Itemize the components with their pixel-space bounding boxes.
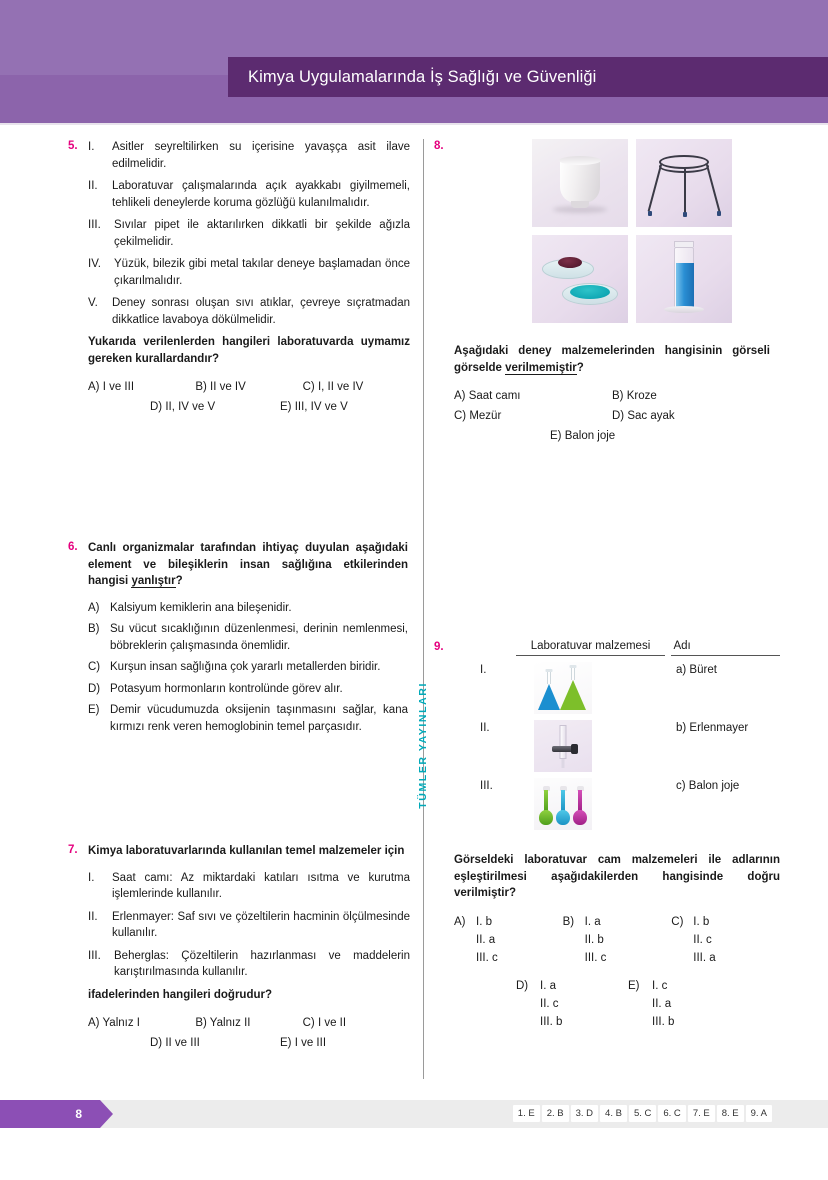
option-line-3: III. c [584, 951, 607, 964]
question-7-items [88, 870, 410, 981]
option-text: Kurşun insan sağlığına çok yararlı metallerden biridir. [110, 661, 381, 673]
answer-key [513, 1105, 772, 1122]
option-e[interactable]: E) I ve III [280, 1037, 327, 1049]
erlenmeyer-flasks-image [534, 662, 592, 714]
option-label: B) [562, 915, 575, 928]
option-b[interactable] [563, 916, 672, 964]
question-8-number: 8. [434, 140, 444, 152]
publisher-watermark [409, 665, 437, 825]
question-5-prompt: Yukarıda verilenlerden hangileri laboratuvarda uymamız gereken kurallardandır? [88, 336, 410, 365]
option-d[interactable]: D) Sac ayak [612, 410, 675, 422]
cylinder-base [664, 306, 704, 313]
item-label: IV. [88, 258, 102, 270]
item-text: Sıvılar pipet ile aktarılırken dikkatli bir şekilde ağızla çekilmelidir. [114, 219, 410, 248]
option-line-2: II. c [540, 997, 559, 1010]
question-9-prompt: Görseldeki laboratuvar cam malzemeleri ile adlarının eşleştirilmesi aşağıdakilerden hangisinde doğru verilmiştir? [454, 854, 780, 899]
option-text: Su vücut sıcaklığının düzenlenmesi, derinin nemlenmesi, böbreklerin çalışmasında önemlidir. [110, 623, 408, 652]
page-number: 8 [75, 1107, 82, 1121]
option-a[interactable] [88, 600, 408, 617]
option-line-2: II. a [476, 933, 496, 946]
list-item [88, 909, 410, 942]
option-e[interactable]: E) Balon joje [550, 430, 616, 442]
header-name: Adı [671, 640, 780, 656]
tripod-foot [717, 211, 721, 216]
item-label: I. [88, 871, 95, 884]
answer-item: 6. C [658, 1105, 685, 1122]
burette-tip-icon [562, 759, 565, 768]
prompt-emphasis: verilmemiştir [505, 361, 577, 374]
row-roman: I. [480, 664, 487, 676]
question-7-prompt: Kimya laboratuvarlarında kullanılan temel malzemeler için [88, 845, 405, 857]
option-line-1: I. b [476, 915, 492, 928]
option-text: Potasyum hormonların kontrolünde görev alır. [110, 682, 343, 695]
answer-item: 2. B [542, 1105, 569, 1122]
list-item [88, 178, 410, 211]
option-b[interactable]: B) II ve IV [195, 381, 246, 393]
answer-item: 7. E [688, 1105, 715, 1122]
question-6 [68, 540, 408, 740]
answer-item: 1. E [513, 1105, 540, 1122]
option-label: A) [454, 915, 466, 928]
crucible-image [532, 139, 628, 227]
item-label: II. [88, 910, 98, 923]
question-9-table [480, 640, 780, 830]
list-item [88, 870, 410, 903]
tripod-leg [684, 169, 686, 213]
option-d[interactable] [88, 681, 408, 698]
option-c[interactable] [671, 916, 780, 964]
option-b[interactable] [88, 621, 408, 654]
option-line-2: II. b [584, 933, 604, 946]
row-name: b) Erlenmayer [676, 722, 749, 734]
question-5 [68, 139, 408, 413]
table-row [480, 778, 780, 830]
option-a[interactable]: A) Saat camı [454, 390, 521, 402]
option-b[interactable]: B) Kroze [612, 390, 657, 402]
question-9-number: 9. [434, 641, 444, 653]
list-item [88, 217, 410, 250]
answer-item: 3. D [571, 1105, 598, 1122]
graduated-cylinder-image [636, 235, 732, 323]
row-roman: II. [480, 722, 490, 734]
row-name: a) Büret [676, 664, 717, 676]
question-6-number: 6. [68, 541, 78, 553]
question-8-options [454, 390, 770, 442]
page-header [0, 0, 828, 123]
item-text: Asitler seyreltilirken su içerisine yavaşça asit ilave edilmelidir. [112, 141, 410, 170]
option-d[interactable]: D) II, IV ve V [150, 401, 216, 413]
item-label: I. [88, 141, 95, 153]
item-text: Erlenmayer: Saf sıvı ve çözeltilerin hacminin ölçülmesinde kullanılır. [112, 910, 410, 939]
row-name: c) Balon joje [676, 780, 740, 792]
item-text: Yüzük, bilezik gibi metal takılar deneye başlamadan önce çıkarılmalıdır. [114, 258, 410, 287]
answer-item: 8. E [717, 1105, 744, 1122]
question-8-prompt [454, 343, 770, 376]
chapter-title: Kimya Uygulamalarında İş Sağlığı ve Güvenliği [248, 67, 597, 86]
item-label: II. [88, 180, 98, 192]
answer-item: 4. B [600, 1105, 627, 1122]
liquid-sample [570, 285, 610, 299]
page-number-tab [0, 1100, 100, 1128]
option-line-1: I. a [584, 915, 601, 928]
option-text: Kalsiyum kemiklerin ana bileşenidir. [110, 601, 292, 614]
crucible-icon [560, 159, 600, 203]
tripod-foot [648, 211, 652, 216]
question-5-number: 5. [68, 140, 78, 152]
publisher-name: TÜMLER YAYINLARI [417, 681, 429, 809]
question-5-options [88, 381, 410, 413]
prompt-part-2: ? [576, 361, 584, 374]
option-d[interactable]: D) II ve III [150, 1037, 200, 1049]
header-blank [480, 640, 516, 656]
question-7-number: 7. [68, 844, 78, 856]
option-d[interactable] [516, 980, 628, 1028]
volumetric-flasks-image [534, 778, 592, 830]
option-label: C) [671, 915, 684, 928]
column-divider [423, 139, 424, 1079]
option-c[interactable] [88, 659, 408, 676]
erlenmeyer-green-icon [560, 680, 586, 710]
list-item [88, 948, 410, 981]
option-c[interactable]: C) I, II ve IV [302, 381, 364, 393]
option-line-3: III. b [652, 1015, 675, 1028]
tripod-foot [683, 212, 687, 217]
table-header-row [480, 640, 780, 656]
item-text: Deney sonrası oluşan sıvı atıklar, çevreye sıçratmadan dikkatlice lavaboya dökülmelidir. [112, 297, 410, 326]
item-label: V. [88, 297, 98, 309]
item-text: Laboratuvar çalışmalarında açık ayakkabı giyilmemeli, tehlikeli deneylerde koruma gözlüğü kulanılmalıdır. [112, 180, 410, 209]
page-footer [0, 1100, 828, 1128]
option-line-1: I. b [693, 915, 710, 928]
option-e[interactable] [628, 980, 740, 1028]
option-label: D) [88, 682, 101, 695]
option-line-3: III. c [476, 951, 498, 964]
option-c[interactable]: C) Mezür [454, 410, 502, 422]
option-e[interactable] [88, 702, 408, 735]
option-label: C) [88, 661, 101, 673]
answer-item: 5. C [629, 1105, 656, 1122]
tripod-leg [706, 165, 720, 212]
burette-knob-icon [571, 744, 578, 754]
list-item [88, 295, 410, 328]
prompt-part-1: Canlı organizmalar tarafından ihtiyaç duyulan aşağıdaki element ve bileşiklerin insan sağlığına etkilerinden hangisi [88, 542, 408, 587]
question-5-items [88, 139, 410, 328]
item-label: III. [88, 219, 101, 231]
option-label: D) [516, 979, 529, 992]
option-label: A) [88, 601, 100, 614]
question-7-options [88, 1017, 410, 1049]
option-a[interactable]: A) Yalnız I [88, 1017, 140, 1029]
tripod-leg [648, 165, 662, 212]
question-8 [434, 139, 770, 442]
prompt-part-1: Aşağıdaki deney malzemelerinden hangisinin görseli görselde [454, 345, 770, 374]
option-label: B) [88, 623, 100, 635]
item-label: III. [88, 949, 101, 962]
question-7 [68, 843, 408, 1049]
answer-item: 9. A [746, 1105, 772, 1122]
option-a[interactable] [454, 916, 563, 964]
option-b[interactable]: B) Yalnız II [195, 1017, 251, 1029]
item-text: Beherglas: Çözeltilerin hazırlanması ve maddelerin karıştırılmasında kullanılır. [114, 949, 410, 978]
option-a[interactable]: A) I ve III [88, 381, 135, 393]
tripod-image [636, 139, 732, 227]
question-9 [434, 640, 780, 1028]
option-label: E) [88, 704, 100, 716]
erlenmeyer-blue-icon [538, 684, 560, 710]
option-e[interactable]: E) III, IV ve V [280, 401, 348, 413]
page-body [0, 125, 828, 1090]
watch-glass-image [532, 235, 628, 323]
table-row [480, 662, 780, 714]
chapter-title-banner [228, 57, 828, 97]
prompt-emphasis: yanlıştır [131, 575, 176, 587]
question-6-prompt [88, 540, 408, 590]
option-line-3: III. b [540, 1015, 563, 1028]
header-material: Laboratuvar malzemesi [516, 640, 666, 656]
solid-sample [558, 257, 582, 268]
option-line-2: II. a [652, 997, 672, 1010]
burette-tube-icon [560, 725, 567, 759]
option-c[interactable]: C) I ve II [302, 1017, 347, 1029]
option-line-2: II. c [693, 933, 712, 946]
burette-image [534, 720, 592, 772]
list-item [88, 256, 410, 289]
option-line-1: I. a [540, 979, 556, 992]
question-9-options [454, 916, 780, 1028]
prompt-part-2: ? [175, 575, 183, 587]
item-text: Saat camı: Az miktardaki katıları ısıtma ve kurutma işlemlerinde kullanılır. [112, 871, 410, 900]
table-row [480, 720, 780, 772]
option-text: Demir vücudumuzda oksijenin taşınmasını sağlar, kana kırmızı renk veren hemoglobinin temel parçasıdır. [110, 704, 408, 733]
option-line-1: I. c [652, 979, 668, 992]
question-7-closing: ifadelerinden hangileri doğrudur? [88, 988, 273, 1001]
option-label: E) [628, 979, 640, 992]
row-roman: III. [480, 780, 493, 792]
cylinder-liquid [676, 263, 694, 307]
cylinder-body [674, 247, 694, 309]
question-8-image-grid [532, 139, 770, 323]
option-line-3: III. a [693, 951, 716, 964]
list-item [88, 139, 410, 172]
question-6-options [88, 600, 408, 736]
